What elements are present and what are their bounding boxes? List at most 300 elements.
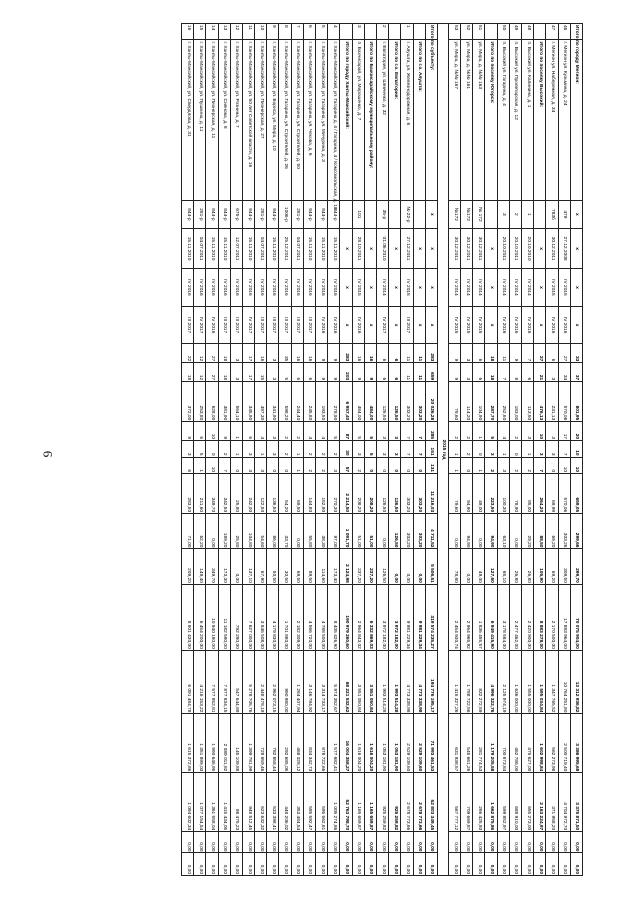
table-cell: 564,10 xyxy=(230,382,242,422)
table-cell: 22 xyxy=(182,344,194,363)
table-cell: 10 xyxy=(206,457,218,473)
table-cell: III 2017 xyxy=(230,306,242,344)
table-cell: №172 xyxy=(461,200,473,228)
table-cell: г. Ханты-Мансийский, ул. Гагарина д. 4 / Гагарина, 4 / Комсомольская, д. 18 xyxy=(328,40,340,200)
table-cell: 25,80 xyxy=(230,514,242,549)
table-cell: 144,80 xyxy=(303,474,315,514)
table-cell: 126,50 xyxy=(377,474,389,514)
table-cell: x xyxy=(570,306,582,344)
table-cell: 3 375 871,50 xyxy=(570,773,582,832)
table-cell: 01.06.2010 xyxy=(377,229,389,269)
table-cell: 17 xyxy=(242,344,254,363)
table-cell: 0,00 xyxy=(291,514,303,549)
table-cell: 562 273,98 xyxy=(546,714,558,773)
table-cell: 0 xyxy=(461,457,473,473)
table-cell: 782 658,44 xyxy=(267,714,279,773)
table-cell xyxy=(364,24,376,40)
table-cell: 208,20 xyxy=(352,474,364,514)
table-cell: 114,20 xyxy=(461,382,473,422)
table-cell: x xyxy=(485,306,497,344)
table-cell: 0,00 xyxy=(242,853,254,876)
table-row xyxy=(448,24,460,876)
table-cell: 3 xyxy=(242,457,254,473)
table-cell: IV 2014 xyxy=(509,269,521,307)
table-cell: 3 xyxy=(267,344,279,363)
table-cell: 5 xyxy=(364,422,376,441)
table-cell: 1 xyxy=(194,457,206,473)
table-cell: 1 091,70 xyxy=(340,514,352,549)
table-cell: 17 xyxy=(558,422,570,441)
table-cell: 1 005 274,86 xyxy=(328,773,340,832)
table-row xyxy=(328,24,340,876)
table-cell: 2 420 900,00 xyxy=(522,584,534,650)
table-row xyxy=(242,24,254,876)
table-cell: 209,20 xyxy=(182,549,194,584)
table-cell: 12.07.2011 xyxy=(230,229,242,269)
table-cell: 53 xyxy=(448,24,460,40)
table-cell: 16 xyxy=(182,24,194,40)
table-cell: 173,40 xyxy=(328,549,340,584)
table-cell: 1 701 880,00 xyxy=(279,584,291,650)
table-cell: 0,00 xyxy=(340,853,352,876)
table-cell: 0,00 xyxy=(522,832,534,853)
table-cell: 69,99 xyxy=(546,474,558,514)
table-cell: № 22-р xyxy=(401,200,413,228)
table-cell: 570,06 xyxy=(558,382,570,422)
table-cell: IV 2016 xyxy=(522,306,534,344)
table-cell: 545 661,26 xyxy=(461,714,473,773)
table-cell: Итого по поселку Высокий: xyxy=(534,40,546,200)
table-cell: IV 2016 xyxy=(352,306,364,344)
table-cell: 131 xyxy=(425,457,437,473)
table-cell: 281-р xyxy=(255,200,267,228)
table-cell: 4 xyxy=(328,24,340,40)
table-cell: 2 xyxy=(303,441,315,457)
table-cell: 0,00 xyxy=(389,549,401,584)
table-cell: 126,50 xyxy=(377,549,389,584)
table-cell: 7 xyxy=(401,422,413,441)
table-cell: 2 170 500,00 xyxy=(546,584,558,650)
table-cell: 9 981 229,34 xyxy=(413,584,425,650)
table-cell: ул. Мира, д. №№ 163 xyxy=(473,40,485,200)
table-cell: 281-р xyxy=(291,200,303,228)
table-cell: 11 216,03 xyxy=(425,474,437,514)
table-cell: 67,90 xyxy=(255,549,267,584)
table-cell: 0,00 xyxy=(570,832,582,853)
table-cell: 0,00 xyxy=(377,853,389,876)
table-cell: 9 xyxy=(448,363,460,382)
table-cell: 0,00 xyxy=(570,853,582,876)
table-cell: 381,90 xyxy=(218,382,230,422)
table-cell: 476,13 xyxy=(534,382,546,422)
table-cell: 137,10 xyxy=(242,549,254,584)
table-cell: 3 146 784,92 xyxy=(303,650,315,714)
table-cell: 3 xyxy=(267,422,279,441)
table-cell: 1 xyxy=(291,441,303,457)
table-cell: 54,60 xyxy=(255,514,267,549)
table-cell: 113,50 xyxy=(522,382,534,422)
table-cell: 69,20 xyxy=(546,514,558,549)
table-cell: 567 777,12 xyxy=(448,773,460,832)
table-cell: 925 259,82 xyxy=(377,773,389,832)
table-cell: ул. Мира, д. №№ 167 xyxy=(448,40,460,200)
table-cell: 2 xyxy=(448,422,460,441)
table-cell: 57 xyxy=(340,457,352,473)
table-cell: 0,00 xyxy=(303,832,315,853)
table-cell: IV 2016 xyxy=(509,306,521,344)
table-cell: 51,00 xyxy=(352,514,364,549)
table-cell: 283,50 xyxy=(182,474,194,514)
table-cell: IV 2016 xyxy=(218,269,230,307)
table-cell: 0,00 xyxy=(461,549,473,584)
table-cell: 8 801 430,00 xyxy=(182,584,194,650)
table-cell xyxy=(389,24,401,40)
table-cell: x xyxy=(425,269,437,307)
table-cell: 5 xyxy=(279,363,291,382)
table-cell: 10 xyxy=(558,457,570,473)
table-cell: Итого по городу Ханты-Мансийский: xyxy=(340,40,352,200)
table-cell: 12 xyxy=(230,24,242,40)
table-cell: 0,00 xyxy=(546,853,558,876)
table-cell: 0,00 xyxy=(352,853,364,876)
table-cell: 299,70 xyxy=(570,549,582,584)
table-cell: 78,60 xyxy=(448,382,460,422)
table-cell: 7 xyxy=(558,441,570,457)
table-cell: 15.11.2010 xyxy=(218,229,230,269)
table-cell: x xyxy=(340,269,352,307)
table-cell: 9 xyxy=(448,344,460,363)
table-cell: 10 xyxy=(206,422,218,441)
table-cell: 0,00 xyxy=(546,832,558,853)
table-cell: 3 xyxy=(230,344,242,363)
table-cell: 0,00 xyxy=(497,832,509,853)
table-cell: г. Ханты-Мансийский, ул. 50 лет Советской власти, д. 16 xyxy=(242,40,254,200)
table-cell: 0,00 xyxy=(182,832,194,853)
table-cell: 6 xyxy=(473,344,485,363)
table-cell: 3 xyxy=(267,363,279,382)
table-cell: 15 xyxy=(255,363,267,382)
table-cell: 1 347 765,52 xyxy=(546,650,558,714)
table-row xyxy=(340,24,352,876)
table-cell: 2 477 462,00 xyxy=(509,584,521,650)
table-cell: 9 xyxy=(267,24,279,40)
table-cell: 10 xyxy=(255,24,267,40)
table-cell: 1 284 407,94 xyxy=(291,650,303,714)
table-cell: 4 179 830,00 xyxy=(267,584,279,650)
table-cell: 237,20 xyxy=(352,549,364,584)
table-cell: Итого по субъекту: xyxy=(425,24,437,40)
table-cell: 26,80 xyxy=(522,549,534,584)
table-cell: 11 xyxy=(413,344,425,363)
table-cell: 126,50 xyxy=(377,382,389,422)
table-cell: 1 602 998,84 xyxy=(534,714,546,773)
table-cell: 15.11.2010 xyxy=(267,229,279,269)
table-cell: III 2017 xyxy=(303,306,315,344)
table-cell: IV 2017 xyxy=(194,306,206,344)
table-cell: 11 xyxy=(401,363,413,382)
table-cell: 26,80 xyxy=(509,549,521,584)
table-row xyxy=(291,24,303,876)
table-cell: 50 xyxy=(497,24,509,40)
table-cell: x xyxy=(570,229,582,269)
table-cell: x xyxy=(364,229,376,269)
table-cell: 10 940 180,00 xyxy=(206,584,218,650)
table-cell: 2 163 224,97 xyxy=(534,773,546,832)
table-cell: 547 644,89 xyxy=(230,650,242,714)
table-cell: 16 xyxy=(291,344,303,363)
table-cell: 1006-р xyxy=(279,200,291,228)
table-cell: IV 2016 xyxy=(267,269,279,307)
table-cell: 1 165 659,87 xyxy=(364,773,376,832)
table-cell: 11 xyxy=(413,363,425,382)
table-cell: 264,20 xyxy=(534,474,546,514)
table-cell: IV 2016 xyxy=(206,306,218,344)
table-cell: 728 659,46 xyxy=(255,714,267,773)
table-cell: 475 627,00 xyxy=(522,714,534,773)
table-cell: 299,66 xyxy=(570,514,582,549)
table-cell: 0,00 xyxy=(352,832,364,853)
table-cell xyxy=(534,200,546,228)
table-cell: 0,00 xyxy=(230,853,242,876)
table-cell: 4 773 338,98 xyxy=(401,650,413,714)
table-cell: 30.12.2011 xyxy=(546,229,558,269)
table-cell: x xyxy=(413,269,425,307)
table-cell: 948 512,45 xyxy=(242,773,254,832)
table-cell: 2 124,98 xyxy=(340,549,352,584)
table-cell: 5 xyxy=(328,422,340,441)
table-cell: 0 xyxy=(509,441,521,457)
table-cell: 1 xyxy=(230,441,242,457)
table-cell: 303,20 xyxy=(413,514,425,549)
table-cell: x xyxy=(485,229,497,269)
table-cell: IV 2015 xyxy=(558,269,570,307)
table-cell: 11 xyxy=(497,344,509,363)
table-row xyxy=(279,24,291,876)
table-row xyxy=(364,24,376,876)
table-cell: 0,00 xyxy=(279,853,291,876)
table-cell: 5 xyxy=(485,422,497,441)
table-cell: 0,00 xyxy=(328,853,340,876)
table-cell: 7 xyxy=(218,457,230,473)
table-cell: 15 xyxy=(194,24,206,40)
table-cell: 27 xyxy=(558,344,570,363)
table-cell: 570,06 xyxy=(558,474,570,514)
table-cell: 37 xyxy=(570,363,582,382)
table-cell: Итого по городу Мегион: xyxy=(570,24,582,40)
table-cell: 20.10.2011 xyxy=(509,229,521,269)
table-cell: 2 500 719,40 xyxy=(558,714,570,773)
table-cell: 9 xyxy=(352,363,364,382)
table-row xyxy=(255,24,267,876)
table-cell: 599 852,97 xyxy=(497,773,509,832)
table-cell: x xyxy=(534,229,546,269)
table-cell: 2 678 773,66 xyxy=(413,773,425,832)
table-cell: 655 273,00 xyxy=(522,773,534,832)
table-cell xyxy=(389,200,401,228)
table-cell: x xyxy=(534,306,546,344)
table-cell: 3 xyxy=(497,200,509,228)
table-cell: 6 xyxy=(291,363,303,382)
table-cell: 2 xyxy=(328,441,340,457)
table-cell: 2 xyxy=(316,441,328,457)
table-cell: 6 454 200,00 xyxy=(194,584,206,650)
table-cell: 1 053 181,90 xyxy=(377,714,389,773)
table-cell: 0,00 xyxy=(206,832,218,853)
table-cell: 533 398,41 xyxy=(267,773,279,832)
table-cell: г. Алушта, ул. Железнодорожная, д. 6 xyxy=(401,40,413,200)
table-cell: 33 xyxy=(570,344,582,363)
table-cell: 7 xyxy=(291,24,303,40)
table-cell: 675-р xyxy=(230,200,242,228)
table-cell: 844-р xyxy=(328,200,340,228)
table-cell: 10 xyxy=(570,441,582,457)
table-cell: 136,50 xyxy=(267,474,279,514)
table-cell: 6 xyxy=(303,24,315,40)
table-row xyxy=(218,24,230,876)
table-cell: 30.12.2011 xyxy=(473,229,485,269)
table-cell: 8 405 426,90 xyxy=(328,584,340,650)
table-cell: 0,00 xyxy=(485,853,497,876)
table-cell: 18 xyxy=(485,344,497,363)
table-cell: 292 685,05 xyxy=(279,714,291,773)
table-cell: 0,00 xyxy=(425,853,437,876)
page-number: 6 xyxy=(40,450,56,458)
table-cell: 1 179 205,58 xyxy=(485,714,497,773)
table-cell: x xyxy=(425,200,437,228)
table-cell: 10 xyxy=(570,457,582,473)
table-row xyxy=(509,24,521,876)
table-cell: 2 678 773,66 xyxy=(401,773,413,832)
table-cell: 0,00 xyxy=(558,832,570,853)
table-cell xyxy=(340,24,352,40)
table-cell: 52 xyxy=(461,24,473,40)
table-cell: 15.11.2010 xyxy=(303,229,315,269)
table-cell: 6 xyxy=(546,344,558,363)
table-cell: 4 xyxy=(497,422,509,441)
table-cell: 6 332 869,03 xyxy=(364,584,376,650)
table-row xyxy=(401,24,413,876)
table-cell: 0,00 xyxy=(255,832,267,853)
table-cell: 78,60 xyxy=(448,549,460,584)
table-cell: 709 669,87 xyxy=(461,773,473,832)
table-cell: III 2017 xyxy=(279,306,291,344)
table-cell: 844-р xyxy=(242,200,254,228)
table-cell: 8 xyxy=(509,363,521,382)
table-cell: 126,50 xyxy=(389,474,401,514)
table-cell: 801,95 xyxy=(570,382,582,422)
table-cell: 7 xyxy=(413,441,425,457)
table-cell: 0,00 xyxy=(534,853,546,876)
table-cell: 2 529 109,60 xyxy=(401,714,413,773)
table-cell xyxy=(413,200,425,228)
table-cell: III 2017 xyxy=(291,306,303,344)
table-cell: №172 xyxy=(448,200,460,228)
table-cell: 2 xyxy=(522,457,534,473)
table-cell: 18 xyxy=(485,363,497,382)
table-cell: 34 xyxy=(558,363,570,382)
table-cell: 253,80 xyxy=(194,382,206,422)
resettlement-table xyxy=(181,23,583,876)
table-cell: 231,13 xyxy=(546,382,558,422)
table-cell: III 2017 xyxy=(401,306,413,344)
table-cell: IV 2015 xyxy=(352,269,364,307)
table-cell: 0,00 xyxy=(413,832,425,853)
table-cell: 0 xyxy=(267,457,279,473)
table-cell: 4 xyxy=(316,422,328,441)
table-cell: 990 980,00 xyxy=(279,650,291,714)
table-cell: 0,00 xyxy=(316,853,328,876)
table-cell: 244,40 xyxy=(291,382,303,422)
table-cell: 3 xyxy=(182,441,194,457)
table-cell: 114,60 xyxy=(316,549,328,584)
table-cell: 13 xyxy=(218,24,230,40)
table-cell: x xyxy=(570,200,582,228)
table-cell: 5 xyxy=(194,441,206,457)
table-cell: 6 957,40 xyxy=(340,382,352,422)
table-cell: 9 xyxy=(316,363,328,382)
table-cell: 2 182 309,00 xyxy=(291,584,303,650)
table-cell: 3 xyxy=(230,363,242,382)
table-cell: 371 958,20 xyxy=(546,773,558,832)
table-cell: 3 972 182,00 xyxy=(377,584,389,650)
table-cell: 303,20 xyxy=(413,382,425,422)
table-cell: 38,30 xyxy=(316,514,328,549)
table-cell: 11 xyxy=(401,344,413,363)
table-cell: 2 xyxy=(279,441,291,457)
table-cell: 631 938,57 xyxy=(448,714,460,773)
table-cell: 2 125 974,19 xyxy=(497,650,509,714)
table-cell: IV 2016 xyxy=(242,269,254,307)
table-cell: 2 xyxy=(218,441,230,457)
table-cell: 20 xyxy=(570,422,582,441)
table-cell: III 2017 xyxy=(267,306,279,344)
table-cell: 1 616 004,20 xyxy=(364,714,376,773)
table-cell: IV 2016 xyxy=(558,306,570,344)
table-cell: IV 2014 xyxy=(473,269,485,307)
table-row xyxy=(522,24,534,876)
table-cell: 97,00 xyxy=(328,514,340,549)
table-cell: 50,50 xyxy=(267,549,279,584)
table-cell: 13 312 936,82 xyxy=(570,650,582,714)
table-cell: 0,00 xyxy=(255,853,267,876)
table-cell: 10 764 251,90 xyxy=(558,650,570,714)
table-cell: 21 xyxy=(534,363,546,382)
table-cell: 309,50 xyxy=(558,549,570,584)
table-cell: 1 636 000,00 xyxy=(509,650,521,714)
table-cell: 5 974 352,67 xyxy=(328,650,340,714)
table-cell: 0,00 xyxy=(230,549,242,584)
table-cell: 628,00 xyxy=(206,382,218,422)
table-cell: 844-р xyxy=(182,200,194,228)
table-cell: 4 711,52 xyxy=(425,514,437,549)
table-cell: 30.12.2011 xyxy=(448,229,460,269)
table-cell: 303,20 xyxy=(401,474,413,514)
table-cell: III 2017 xyxy=(255,306,267,344)
table-cell: 0,00 xyxy=(291,853,303,876)
table-cell: 3 xyxy=(377,422,389,441)
table-cell: 69,20 xyxy=(546,549,558,584)
table-cell: 372,00 xyxy=(182,382,194,422)
table-cell: 190 979 260,60 xyxy=(340,584,352,650)
table-cell: 3 xyxy=(546,441,558,457)
table-cell: 52 763 798,70 xyxy=(340,773,352,832)
table-cell: 7 xyxy=(497,363,509,382)
table-row xyxy=(425,24,437,876)
table-cell: 832 272,59 xyxy=(473,650,485,714)
table-cell: 211,60 xyxy=(194,474,206,514)
table-cell: 0,00 xyxy=(425,832,437,853)
table-cell: 448 206,02 xyxy=(279,773,291,832)
